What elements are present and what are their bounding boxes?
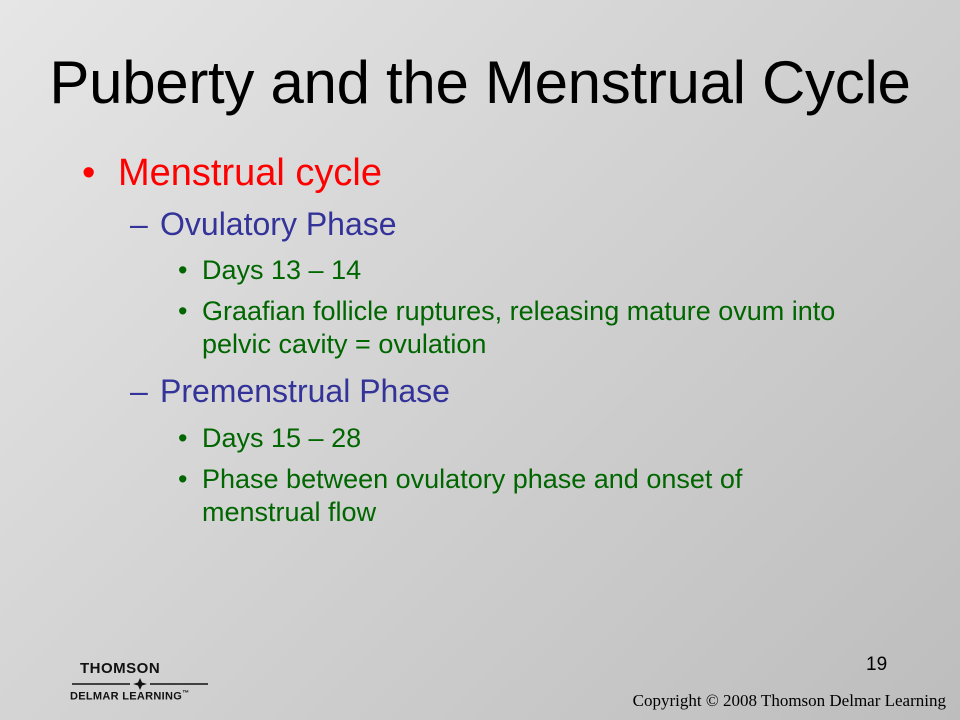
copyright-text: Copyright © 2008 Thomson Delmar Learning bbox=[632, 691, 946, 710]
bullet-level1 bbox=[82, 154, 382, 192]
logo-star-icon bbox=[70, 678, 210, 690]
page-number: 19 bbox=[866, 654, 888, 675]
subheading-premenstrual bbox=[130, 375, 450, 407]
point-item bbox=[178, 463, 858, 529]
bullet-marker: • bbox=[178, 296, 188, 326]
logo-line1: THOMSON bbox=[80, 660, 161, 677]
logo-trademark: ™ bbox=[182, 690, 190, 697]
logo-line2: DELMAR LEARNING™ bbox=[70, 690, 190, 703]
point-item bbox=[178, 422, 858, 455]
dash-marker: – bbox=[130, 206, 148, 242]
subheading-ovulatory bbox=[130, 208, 397, 240]
point-text: Phase between ovulatory phase and onset of menstrual flow bbox=[202, 464, 743, 527]
subheading-text: Premenstrual Phase bbox=[160, 373, 450, 409]
bullet-marker: • bbox=[178, 423, 188, 453]
bullet-marker: • bbox=[82, 152, 96, 194]
slide-title: Puberty and the Menstrual Cycle bbox=[49, 49, 911, 116]
dash-marker: – bbox=[130, 373, 148, 409]
point-text: Days 13 – 14 bbox=[202, 255, 362, 285]
point-text: Days 15 – 28 bbox=[202, 423, 362, 453]
bullet-marker: • bbox=[178, 255, 188, 285]
publisher-logo bbox=[70, 660, 215, 710]
subheading-text: Ovulatory Phase bbox=[160, 206, 397, 242]
bullet-text: Menstrual cycle bbox=[118, 152, 382, 194]
bullet-marker: • bbox=[178, 464, 188, 494]
point-text: Graafian follicle ruptures, releasing mature ovum into pelvic cavity = ovulation bbox=[202, 296, 836, 359]
point-item bbox=[178, 295, 858, 361]
point-item bbox=[178, 254, 858, 287]
